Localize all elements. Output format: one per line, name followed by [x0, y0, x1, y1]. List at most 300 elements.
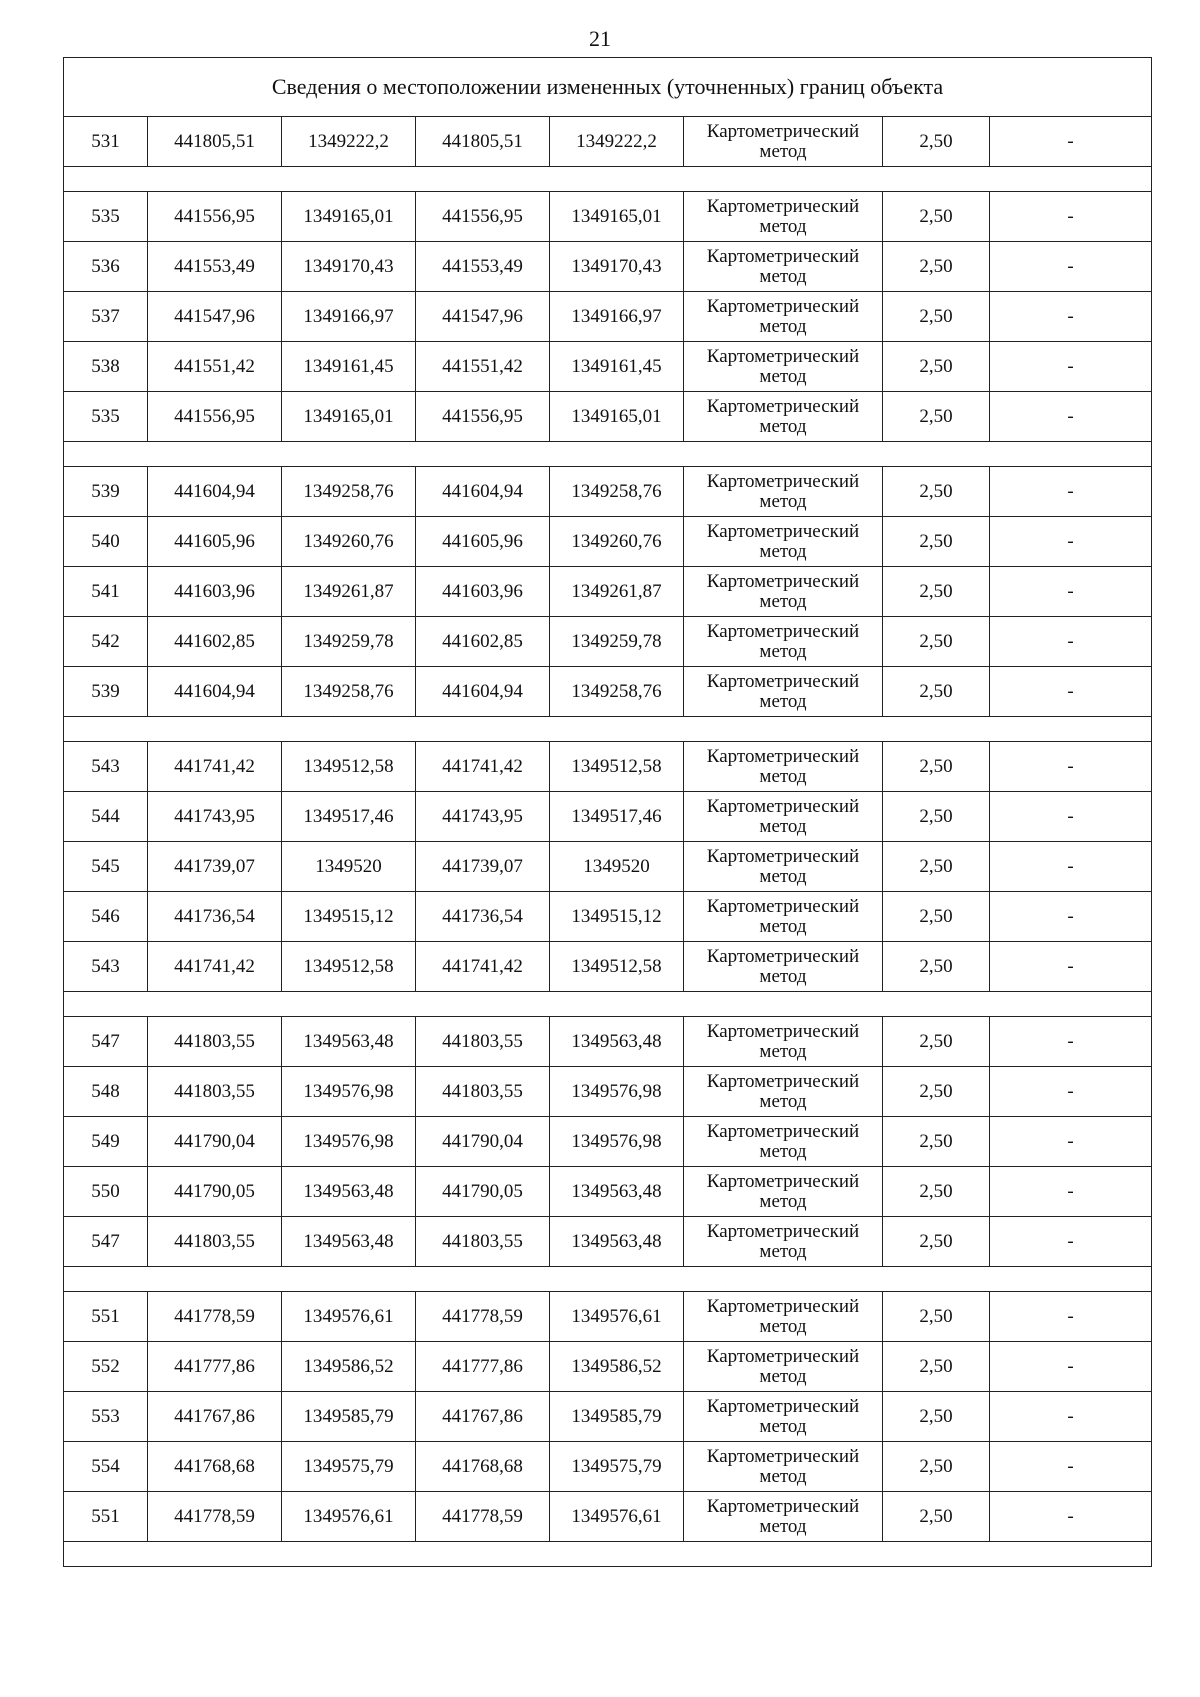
point-number-cell: 535	[64, 192, 148, 242]
existing-x-cell: 441778,59	[148, 1292, 282, 1342]
method-line-1: Картометрический	[706, 1070, 860, 1092]
refined-x-cell: 441739,07	[416, 842, 550, 892]
accuracy-cell: 2,50	[883, 942, 990, 992]
existing-y-cell: 1349170,43	[282, 242, 416, 292]
point-number-cell: 551	[64, 1492, 148, 1542]
method-cell	[684, 292, 883, 342]
existing-y-cell: 1349165,01	[282, 392, 416, 442]
accuracy-cell: 2,50	[883, 117, 990, 167]
existing-x-cell: 441739,07	[148, 842, 282, 892]
refined-y-cell: 1349563,48	[550, 1167, 684, 1217]
refined-x-cell: 441604,94	[416, 667, 550, 717]
refined-x-cell: 441741,42	[416, 942, 550, 992]
existing-x-cell: 441736,54	[148, 892, 282, 942]
accuracy-cell: 2,50	[883, 742, 990, 792]
point-number-cell: 537	[64, 292, 148, 342]
method-line-1: Картометрический	[706, 945, 860, 967]
table-row	[64, 1017, 1152, 1067]
refined-x-cell: 441803,55	[416, 1217, 550, 1267]
description-cell: -	[990, 1442, 1152, 1492]
existing-x-cell: 441777,86	[148, 1342, 282, 1392]
method-line-1: Картометрический	[706, 1170, 860, 1192]
refined-y-cell: 1349563,48	[550, 1217, 684, 1267]
description-cell: -	[990, 1342, 1152, 1392]
method-line-2: метод	[759, 415, 807, 437]
refined-x-cell: 441743,95	[416, 792, 550, 842]
contour-separator-row	[64, 717, 1152, 742]
refined-x-cell: 441803,55	[416, 1017, 550, 1067]
table-row	[64, 117, 1152, 167]
method-line-2: метод	[759, 1315, 807, 1337]
accuracy-cell: 2,50	[883, 517, 990, 567]
contour-separator-row	[64, 442, 1152, 467]
description-cell: -	[990, 1292, 1152, 1342]
method-line-2: метод	[759, 1365, 807, 1387]
accuracy-cell: 2,50	[883, 792, 990, 842]
table-row	[64, 392, 1152, 442]
refined-y-cell: 1349576,61	[550, 1492, 684, 1542]
point-number-cell: 538	[64, 342, 148, 392]
refined-y-cell: 1349260,76	[550, 517, 684, 567]
accuracy-cell: 2,50	[883, 392, 990, 442]
refined-x-cell: 441778,59	[416, 1292, 550, 1342]
existing-y-cell: 1349586,52	[282, 1342, 416, 1392]
accuracy-cell: 2,50	[883, 567, 990, 617]
table-row	[64, 1067, 1152, 1117]
refined-y-cell: 1349576,98	[550, 1067, 684, 1117]
refined-y-cell: 1349575,79	[550, 1442, 684, 1492]
method-line-1: Картометрический	[706, 345, 860, 367]
method-line-2: метод	[759, 1240, 807, 1262]
existing-y-cell: 1349563,48	[282, 1017, 416, 1067]
existing-y-cell: 1349259,78	[282, 617, 416, 667]
method-line-1: Картометрический	[706, 1120, 860, 1142]
point-number-cell: 539	[64, 467, 148, 517]
refined-x-cell: 441767,86	[416, 1392, 550, 1442]
refined-x-cell: 441741,42	[416, 742, 550, 792]
refined-y-cell: 1349165,01	[550, 392, 684, 442]
method-line-2: метод	[759, 815, 807, 837]
point-number-cell: 550	[64, 1167, 148, 1217]
table-row	[64, 342, 1152, 392]
point-number-cell: 553	[64, 1392, 148, 1442]
point-number-cell: 540	[64, 517, 148, 567]
refined-y-cell: 1349576,98	[550, 1117, 684, 1167]
description-cell: -	[990, 1392, 1152, 1442]
description-cell: -	[990, 667, 1152, 717]
method-line-2: метод	[759, 265, 807, 287]
table-row	[64, 842, 1152, 892]
method-line-1: Картометрический	[706, 620, 860, 642]
method-line-2: метод	[759, 1465, 807, 1487]
point-number-cell: 547	[64, 1017, 148, 1067]
point-number-cell: 542	[64, 617, 148, 667]
accuracy-cell: 2,50	[883, 342, 990, 392]
existing-y-cell: 1349563,48	[282, 1167, 416, 1217]
method-line-1: Картометрический	[706, 195, 860, 217]
description-cell: -	[990, 1167, 1152, 1217]
refined-y-cell: 1349161,45	[550, 342, 684, 392]
table-row	[64, 467, 1152, 517]
existing-y-cell: 1349165,01	[282, 192, 416, 242]
coordinates-table	[63, 57, 1152, 1567]
refined-y-cell: 1349170,43	[550, 242, 684, 292]
refined-y-cell: 1349520	[550, 842, 684, 892]
refined-y-cell: 1349166,97	[550, 292, 684, 342]
description-cell: -	[990, 467, 1152, 517]
table-row	[64, 1117, 1152, 1167]
page-number: 21	[589, 26, 611, 51]
separator-cell	[64, 992, 1152, 1017]
existing-x-cell: 441778,59	[148, 1492, 282, 1542]
point-number-cell: 536	[64, 242, 148, 292]
method-line-1: Картометрический	[706, 795, 860, 817]
existing-y-cell: 1349222,2	[282, 117, 416, 167]
contour-separator-row	[64, 1267, 1152, 1292]
method-line-1: Картометрический	[706, 1295, 860, 1317]
accuracy-cell: 2,50	[883, 192, 990, 242]
method-line-1: Картометрический	[706, 1345, 860, 1367]
refined-x-cell: 441551,42	[416, 342, 550, 392]
table-row	[64, 192, 1152, 242]
refined-x-cell: 441790,05	[416, 1167, 550, 1217]
existing-y-cell: 1349258,76	[282, 467, 416, 517]
description-cell: -	[990, 617, 1152, 667]
description-cell: -	[990, 342, 1152, 392]
table-row	[64, 1442, 1152, 1492]
point-number-cell: 551	[64, 1292, 148, 1342]
refined-y-cell: 1349259,78	[550, 617, 684, 667]
point-number-cell: 543	[64, 942, 148, 992]
method-line-2: метод	[759, 915, 807, 937]
method-cell	[684, 517, 883, 567]
method-line-1: Картометрический	[706, 1020, 860, 1042]
existing-y-cell: 1349576,98	[282, 1067, 416, 1117]
refined-x-cell: 441778,59	[416, 1492, 550, 1542]
method-line-2: метод	[759, 490, 807, 512]
existing-y-cell: 1349512,58	[282, 942, 416, 992]
description-cell: -	[990, 1067, 1152, 1117]
refined-x-cell: 441805,51	[416, 117, 550, 167]
refined-x-cell: 441768,68	[416, 1442, 550, 1492]
method-line-1: Картометрический	[706, 1220, 860, 1242]
description-cell: -	[990, 892, 1152, 942]
existing-x-cell: 441790,04	[148, 1117, 282, 1167]
table-row	[64, 1342, 1152, 1392]
refined-x-cell: 441553,49	[416, 242, 550, 292]
existing-x-cell: 441602,85	[148, 617, 282, 667]
description-cell: -	[990, 742, 1152, 792]
existing-x-cell: 441551,42	[148, 342, 282, 392]
existing-x-cell: 441556,95	[148, 392, 282, 442]
description-cell: -	[990, 392, 1152, 442]
existing-y-cell: 1349260,76	[282, 517, 416, 567]
accuracy-cell: 2,50	[883, 292, 990, 342]
point-number-cell: 547	[64, 1217, 148, 1267]
method-line-1: Картометрический	[706, 470, 860, 492]
method-cell	[684, 392, 883, 442]
method-cell	[684, 942, 883, 992]
refined-x-cell: 441803,55	[416, 1067, 550, 1117]
method-line-1: Картометрический	[706, 245, 860, 267]
point-number-cell: 546	[64, 892, 148, 942]
table-row	[64, 567, 1152, 617]
contour-separator-row	[64, 1542, 1152, 1567]
refined-x-cell: 441547,96	[416, 292, 550, 342]
refined-x-cell: 441603,96	[416, 567, 550, 617]
refined-y-cell: 1349512,58	[550, 742, 684, 792]
contour-separator-row	[64, 167, 1152, 192]
method-line-1: Картометрический	[706, 520, 860, 542]
method-cell	[684, 792, 883, 842]
table-header-row	[64, 58, 1152, 117]
method-line-2: метод	[759, 1515, 807, 1537]
existing-x-cell: 441790,05	[148, 1167, 282, 1217]
method-line-2: метод	[759, 1140, 807, 1162]
method-line-2: метод	[759, 590, 807, 612]
table-row	[64, 1492, 1152, 1542]
table-row	[64, 1217, 1152, 1267]
method-line-2: метод	[759, 365, 807, 387]
method-cell	[684, 1442, 883, 1492]
existing-y-cell: 1349161,45	[282, 342, 416, 392]
existing-x-cell: 441803,55	[148, 1217, 282, 1267]
table-row	[64, 792, 1152, 842]
separator-cell	[64, 1542, 1152, 1567]
separator-cell	[64, 717, 1152, 742]
existing-x-cell: 441741,42	[148, 942, 282, 992]
description-cell: -	[990, 842, 1152, 892]
existing-x-cell: 441767,86	[148, 1392, 282, 1442]
accuracy-cell: 2,50	[883, 242, 990, 292]
point-number-cell: 531	[64, 117, 148, 167]
accuracy-cell: 2,50	[883, 467, 990, 517]
method-line-1: Картометрический	[706, 120, 860, 142]
existing-y-cell: 1349576,61	[282, 1492, 416, 1542]
description-cell: -	[990, 517, 1152, 567]
method-cell	[684, 1067, 883, 1117]
accuracy-cell: 2,50	[883, 1067, 990, 1117]
method-line-2: метод	[759, 140, 807, 162]
accuracy-cell: 2,50	[883, 1392, 990, 1442]
method-line-2: метод	[759, 1190, 807, 1212]
existing-y-cell: 1349261,87	[282, 567, 416, 617]
refined-y-cell: 1349258,76	[550, 667, 684, 717]
table-row	[64, 617, 1152, 667]
description-cell: -	[990, 1117, 1152, 1167]
accuracy-cell: 2,50	[883, 1342, 990, 1392]
refined-x-cell: 441736,54	[416, 892, 550, 942]
accuracy-cell: 2,50	[883, 1217, 990, 1267]
method-cell	[684, 1392, 883, 1442]
refined-y-cell: 1349517,46	[550, 792, 684, 842]
point-number-cell: 552	[64, 1342, 148, 1392]
table-row	[64, 242, 1152, 292]
description-cell: -	[990, 1017, 1152, 1067]
table-row	[64, 742, 1152, 792]
table-row	[64, 942, 1152, 992]
method-cell	[684, 1017, 883, 1067]
method-cell	[684, 742, 883, 792]
method-line-1: Картометрический	[706, 745, 860, 767]
description-cell: -	[990, 942, 1152, 992]
refined-x-cell: 441556,95	[416, 192, 550, 242]
point-number-cell: 554	[64, 1442, 148, 1492]
method-cell	[684, 1217, 883, 1267]
method-cell	[684, 467, 883, 517]
accuracy-cell: 2,50	[883, 1442, 990, 1492]
existing-x-cell: 441743,95	[148, 792, 282, 842]
refined-y-cell: 1349222,2	[550, 117, 684, 167]
method-line-1: Картометрический	[706, 1495, 860, 1517]
separator-cell	[64, 442, 1152, 467]
method-line-2: метод	[759, 540, 807, 562]
method-cell	[684, 1117, 883, 1167]
existing-x-cell: 441605,96	[148, 517, 282, 567]
refined-y-cell: 1349563,48	[550, 1017, 684, 1067]
refined-x-cell: 441602,85	[416, 617, 550, 667]
point-number-cell: 539	[64, 667, 148, 717]
existing-x-cell: 441603,96	[148, 567, 282, 617]
refined-y-cell: 1349165,01	[550, 192, 684, 242]
existing-x-cell: 441553,49	[148, 242, 282, 292]
point-number-cell: 549	[64, 1117, 148, 1167]
point-number-cell: 548	[64, 1067, 148, 1117]
method-cell	[684, 892, 883, 942]
existing-x-cell: 441604,94	[148, 667, 282, 717]
refined-x-cell: 441604,94	[416, 467, 550, 517]
existing-y-cell: 1349515,12	[282, 892, 416, 942]
method-line-1: Картометрический	[706, 570, 860, 592]
method-line-1: Картометрический	[706, 670, 860, 692]
method-cell	[684, 1167, 883, 1217]
existing-x-cell: 441805,51	[148, 117, 282, 167]
existing-y-cell: 1349166,97	[282, 292, 416, 342]
description-cell: -	[990, 292, 1152, 342]
table-row	[64, 1167, 1152, 1217]
method-line-2: метод	[759, 865, 807, 887]
method-line-2: метод	[759, 965, 807, 987]
refined-x-cell: 441556,95	[416, 392, 550, 442]
table-row	[64, 892, 1152, 942]
refined-x-cell: 441605,96	[416, 517, 550, 567]
existing-x-cell: 441768,68	[148, 1442, 282, 1492]
method-line-2: метод	[759, 1040, 807, 1062]
existing-y-cell: 1349258,76	[282, 667, 416, 717]
description-cell: -	[990, 242, 1152, 292]
description-cell: -	[990, 1492, 1152, 1542]
method-cell	[684, 342, 883, 392]
description-cell: -	[990, 567, 1152, 617]
method-cell	[684, 242, 883, 292]
table-row	[64, 667, 1152, 717]
table-row	[64, 517, 1152, 567]
table-row	[64, 1292, 1152, 1342]
description-cell: -	[990, 192, 1152, 242]
accuracy-cell: 2,50	[883, 1492, 990, 1542]
accuracy-cell: 2,50	[883, 617, 990, 667]
coordinates-sheet	[63, 57, 1151, 1567]
table-row	[64, 1392, 1152, 1442]
accuracy-cell: 2,50	[883, 892, 990, 942]
accuracy-cell: 2,50	[883, 1017, 990, 1067]
existing-x-cell: 441803,55	[148, 1067, 282, 1117]
method-line-1: Картометрический	[706, 295, 860, 317]
existing-y-cell: 1349512,58	[282, 742, 416, 792]
description-cell: -	[990, 117, 1152, 167]
point-number-cell: 544	[64, 792, 148, 842]
point-number-cell: 543	[64, 742, 148, 792]
refined-y-cell: 1349512,58	[550, 942, 684, 992]
existing-y-cell: 1349520	[282, 842, 416, 892]
section-title: Сведения о местоположении измененных (уточненных) границ объекта	[64, 58, 1152, 117]
refined-y-cell: 1349261,87	[550, 567, 684, 617]
existing-x-cell: 441741,42	[148, 742, 282, 792]
refined-y-cell: 1349258,76	[550, 467, 684, 517]
accuracy-cell: 2,50	[883, 1292, 990, 1342]
method-cell	[684, 117, 883, 167]
method-line-2: метод	[759, 1415, 807, 1437]
method-cell	[684, 567, 883, 617]
existing-y-cell: 1349563,48	[282, 1217, 416, 1267]
method-cell	[684, 192, 883, 242]
existing-y-cell: 1349585,79	[282, 1392, 416, 1442]
accuracy-cell: 2,50	[883, 1167, 990, 1217]
description-cell: -	[990, 792, 1152, 842]
refined-y-cell: 1349576,61	[550, 1292, 684, 1342]
method-line-1: Картометрический	[706, 395, 860, 417]
accuracy-cell: 2,50	[883, 667, 990, 717]
method-line-2: метод	[759, 765, 807, 787]
point-number-cell: 535	[64, 392, 148, 442]
existing-x-cell: 441803,55	[148, 1017, 282, 1067]
method-cell	[684, 667, 883, 717]
method-line-2: метод	[759, 215, 807, 237]
method-cell	[684, 842, 883, 892]
method-line-1: Картометрический	[706, 1445, 860, 1467]
method-line-2: метод	[759, 1090, 807, 1112]
table-row	[64, 292, 1152, 342]
method-line-1: Картометрический	[706, 1395, 860, 1417]
existing-y-cell: 1349576,98	[282, 1117, 416, 1167]
method-line-2: метод	[759, 315, 807, 337]
refined-y-cell: 1349585,79	[550, 1392, 684, 1442]
method-line-1: Картометрический	[706, 895, 860, 917]
accuracy-cell: 2,50	[883, 842, 990, 892]
refined-y-cell: 1349586,52	[550, 1342, 684, 1392]
method-cell	[684, 1342, 883, 1392]
point-number-cell: 545	[64, 842, 148, 892]
existing-x-cell: 441556,95	[148, 192, 282, 242]
existing-x-cell: 441604,94	[148, 467, 282, 517]
refined-y-cell: 1349515,12	[550, 892, 684, 942]
separator-cell	[64, 1267, 1152, 1292]
method-line-2: метод	[759, 640, 807, 662]
method-cell	[684, 1492, 883, 1542]
refined-x-cell: 441777,86	[416, 1342, 550, 1392]
method-cell	[684, 617, 883, 667]
method-line-2: метод	[759, 690, 807, 712]
refined-x-cell: 441790,04	[416, 1117, 550, 1167]
existing-x-cell: 441547,96	[148, 292, 282, 342]
existing-y-cell: 1349576,61	[282, 1292, 416, 1342]
contour-separator-row	[64, 992, 1152, 1017]
method-cell	[684, 1292, 883, 1342]
existing-y-cell: 1349575,79	[282, 1442, 416, 1492]
existing-y-cell: 1349517,46	[282, 792, 416, 842]
separator-cell	[64, 167, 1152, 192]
description-cell: -	[990, 1217, 1152, 1267]
